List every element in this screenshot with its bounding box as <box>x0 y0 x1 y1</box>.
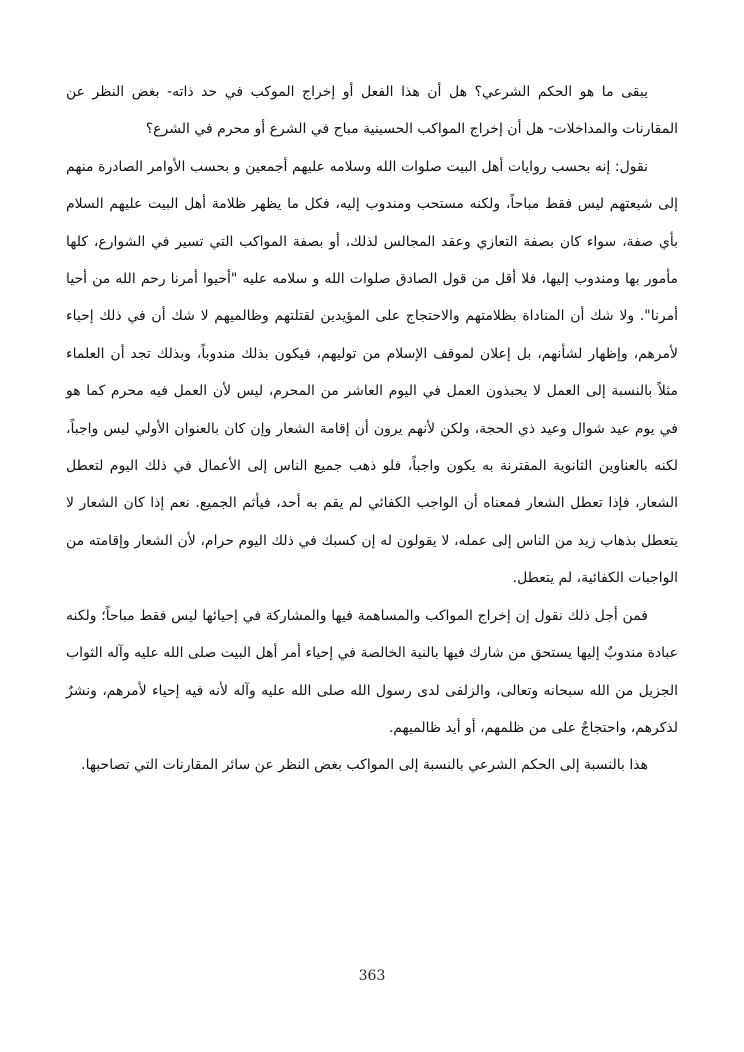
paragraph: هذا بالنسبة إلى الحكم الشرعي بالنسبة إلى المواكب بغض النظر عن سائر المقارنات التي تصاحبها. <box>81 757 648 774</box>
text-body <box>66 74 678 785</box>
paragraph: يبقى ما هو الحكم الشرعي؟ هل أن هذا الفعل أو إخراج الموكب في حد ذاته- بغض النظر عن المقارنات والمداخلات- هل أن إخراج المواكب الحسينية مباح في الشرع أو محرم في الشرع؟ <box>66 84 678 138</box>
paragraph: نقول: إنه بحسب روايات أهل البيت صلوات الله وسلامه عليهم أجمعين و بحسب الأوامر الصادرة منهم إلى شيعتهم ليس فقط مباحاً، ولكنه مستحب ومندوب إليه، فكل ما يظهر ظلامة أهل البيت عليهم السلام بأي صفة، سواء كان بصفة التعازي وعقد المجالس لذلك، أو بصفة المواكب التي تسير في الشوارع، كلها مأمور بها ومندوب إليها، فلا أقل من قول الصادق صلوات الله و سلامه عليه "أحيوا أمرنا رحم الله من أحيا أمرنا". ولا شك أن المناداة بظلامتهم والاحتجاج على المؤيدين لقتلتهم وظالميهم لا شك أن في ذلك إحياء لأمرهم، وإظهار لشأنهم، بل إعلان لموقف الإسلام من توليهم، فيكون بذلك مندوباً، وبذلك تجد أن العلماء مثلاً بالنسبة إلى العمل لا يحبذون العمل في اليوم العاشر من المحرم، ليس لأن العمل فيه محرم كما هو في يوم عيد شوال وعيد ذي الحجة، ولكن لأنهم يرون أن إقامة الشعار وإن كان بالعنوان الأولي ليس واجباً، لكنه بالعناوين الثانوية المقترنة به يكون واجباً، فلو ذهب جميع الناس إلى الأعمال في ذلك اليوم لتعطل الشعار، فإذا تعطل الشعار فمعناه أن الواجب الكفائي لم يقم به أحد، فيأثم الجميع. نعم إذا كان الشعار لا يتعطل بذهاب زيد من الناس إلى عمله، لا يقولون له إن كسبك في ذلك اليوم حرام، لأن الشعار وإقامته من الواجبات الكفائية، لم يتعطل. <box>66 158 678 587</box>
page-number: 363 <box>358 968 386 984</box>
paragraph: فمن أجل ذلك نقول إن إخراج المواكب والمساهمة فيها والمشاركة في إحيائها ليس فقط مباحاً؛ ولكنه عبادة مندوبٌ إليها يستحق من شارك فيها بالنية الخالصة في إحياء أمر أهل البيت صلى الله عليه وآله الثواب الجزيل من الله سبحانه وتعالى، والزلفى لدى رسول الله صلى الله عليه وآله لأنه فيه إحياء لأمرهم، ونشرٌ لذكرهم، واحتجاجٌ على من ظلمهم، أو أيد ظالميهم. <box>66 607 678 736</box>
